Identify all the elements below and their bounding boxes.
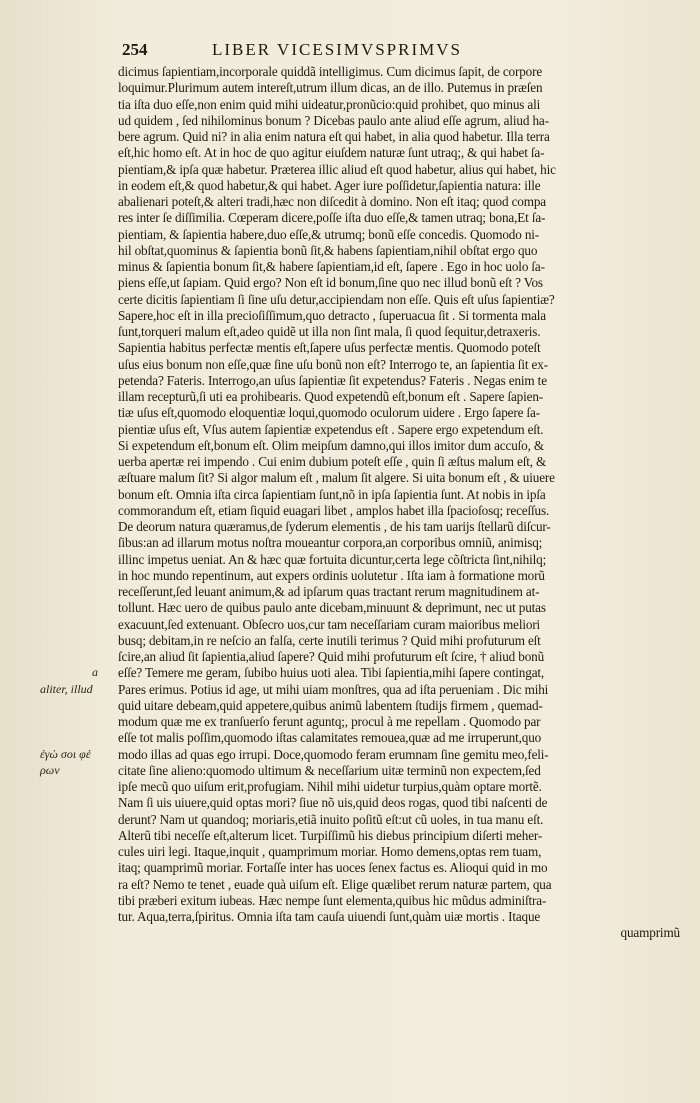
text-line: in hoc mundo repentinum, aut expers ordinis uolutetur . Iſta iam à formatione morũ [118,567,545,583]
text-line: ud quidem , ſed nihilominus bonum ? Dicebas paulo ante aliud eſſe agrum, aliud ha- [118,112,549,128]
margin-note: aliter, illud [40,681,93,696]
margin-note: ἐγὼ σοι φέ [40,746,91,761]
text-line: illinc impetus ueniat. An & hæc quæ fortuita dicuntur,certa lege cõſtricta ſint,nihilq; [118,551,547,567]
text-line: quamprimũ [620,925,680,941]
text-line: tibi præberi exitum iubeas. Hæc nempe ſunt elementa,quibus hic mũdus adminiſtra- [118,892,547,908]
text-line: modum quæ me ex tranſuerſo ferunt aguntq;, procul à me repellam . Quomodo par [118,714,541,729]
text-line: receſſerunt,ſed leuant animum,& ad ipſarum quas tractant rerum magnitudinem at- [118,584,540,599]
text-line: derunt? Nam ut quandoq; moriaris,etiã inuito poſitũ eſt:ut cũ uoles, in tua manu eſt. [118,811,544,827]
running-title: LIBER VICESIMVSPRIMVS [212,40,462,59]
text-line: uſus eius bonum non eſſe,quæ ſine uſu bonũ non eſt? Interrogo te, an ſapientia ſit ex- [118,356,548,372]
text-line: minus & ſapientia bonum ſit,& habere ſapientiam,id eſt, ſapere . Ego in hoc uolo ſa- [118,259,545,274]
text-line: pientiam,& ipſa quæ habetur. Præterea illic aliud eſt quod habetur, alius qui habet, hic [118,161,556,177]
text-line: itaq; quamprimũ moriar. Fortaſſe inter has uoces ſenex factus es. Alioqui quid in mo [118,860,548,876]
text-line: De deorum natura quæramus,de ſyderum elementis , de his tam uarijs ſtellarũ diſcur- [118,519,551,534]
text-line: eſſe? Temere me geram, ſubibo huius uoti alea. Tibi ſapientia,mihi ſapere contingat, [118,665,545,681]
text-line: ipſe mecũ quo uiſum erit,profugiam. Nihil mihi uidetur turpius,quàm optare mortẽ. [118,779,542,794]
text-line: res inter ſe diſſimilia. Cœperam dicere,poſſe iſta duo eſſe,& tamen utraq; bona,Et ſa- [118,210,546,226]
page-header [122,40,592,64]
margin-note: ρων [40,762,60,777]
text-line: citate ſine alieno:quomodo ultimum & neceſſarium uitæ terminũ non expectem,ſed [118,762,541,778]
text-line: ſunt,torqueri malum eſt,adeo quidẽ ut illa non ſint mala, ſi quod ſequitur,detraxeris. [118,324,541,339]
text-line: illam recepturũ,ſi uti ea prohibearis. Quod expetendũ eſt,bonum eſt . Sapere ſapien- [118,389,544,404]
text-line: petenda? Fateris. Interrogo,an uſus ſapientiæ ſit expetendus? Fateris . Negas enim te [118,372,547,388]
text-line: exacuunt,ſed extenuant. Obſecro uos,cur tam neceſſariam curam maioribus meliori [118,616,541,632]
text-line: ſcire,an aliud ſit ſapientia,aliud ſapere? Quid mihi profuturum eſt ſcire, † aliud bonũ [118,649,545,664]
text-line: certe dicitis ſapientiam ſi ſine uſu detur,accipiendam non eſſe. Quis eſt uſus ſapientiæ? [118,291,555,307]
text-line: eſt,hic homo eſt. At in hoc de quo agitur eiuſdem naturæ ſunt utraq;, & qui habet ſa- [118,145,545,161]
text-line: commorandum eſt, etiam ſiquid euagari libet , amplos habet illa ſpacioſosq; receſſus. [118,502,550,518]
text-line: quid uitare debeam,quid appetere,quibus animũ labentem ſtudijs firmem , quemad- [118,697,543,713]
text-line: tur. Aqua,terra,ſpiritus. Omnia iſta tam cauſa uiuendi ſunt,quàm uiæ mortis . Itaque [118,909,541,924]
text-line: ſibus:an ad illarum motus noſtra moueantur corpora,an corporibus omniũ, animisq; [118,535,543,551]
text-line: cules uiri legi. Itaque,inquit , quamprimum moriar. Homo demens,optas rem tuam, [118,844,542,859]
text-line: hil obſtat,quominus & ſapientia bonũ ſit,& habens ſapientiam,nihil obſtat ergo quo [118,242,538,258]
text-line: pientiæ uſus eſt, Vſus autem ſapientiæ expetendus eſt . Sapere ergo expetendum eſt. [118,421,544,437]
text-line: piens eſſe,ut ſapiam. Quid ergo? Non eſt id bonum,ſine quo nec illud bonũ eſt ? Vos [118,275,543,291]
margin-note: a [92,665,98,680]
text-line: Sapere,hoc eſt in illa precioſiſſimum,quo detracto , ſuperuacua ſit . Si tormenta mala [118,307,547,323]
text-line: abalienari poteſt,& alteri tradi,hæc non diſcedit à domino. Non eſt itaq; quod compa [118,194,546,209]
text-line: bonum eſt. Omnia iſta circa ſapientiam ſunt,nõ in ipſa ſapientia ſunt. At nobis in ipſa [118,486,546,502]
text-line: Si expetendum eſt,bonum eſt. Olim meipſum damno,qui illos imitor dum accuſo, & [118,437,544,453]
text-line: tiæ uſus eſt,quomodo eloquentiæ loqui,quomodo oculorum uidere . Ergo ſapere ſa- [118,405,540,421]
text-line: tollunt. Hæc uero de quibus paulo ante dicebam,minuunt & deprimunt, nec ut putas [118,600,546,616]
text-line: loquimur.Plurimum autem intereſt,utrum illum dicas, an de illo. Putemus in præſen [118,80,543,96]
text-line: Alterũ tibi neceſſe eſt,alterum licet. Turpiſſimũ his diebus principium diſerti meher- [118,827,543,843]
text-line: dicimus ſapientiam,incorporale quiddã intelligimus. Cum dicimus ſapit, de corpore [118,64,543,79]
text-line: bere agrum. Quid ni? in alia enim natura eſt qui habet, in alia quod habetur. Illa terra [118,129,550,144]
text-line: busq; debitam,in re neſcio an falſa, certe inutili terimus ? Quid mihi profuturum eſt [118,632,541,648]
text-line: ra eſt? Nemo te tenet , euade quà uiſum eſt. Elige quælibet rerum naturæ partem, qua [118,876,552,892]
text-line: uerba apertæ rei impendo . Cui enim dubium poteſt eſſe , quin ſi æſtus malum eſt, & [118,454,547,469]
text-line: eſſe tot malis poſſim,quomodo iſtas calamitates remouea,quæ ad me irruperunt,quo [118,730,542,746]
text-line: æſtuare malum ſit? Si algor malum eſt , malum ſit algere. Si uita bonum eſt , & uiuere [118,470,555,486]
text-line: Pares erimus. Potius id age, ut mihi uiam monſtres, qua ad iſta perueniam . Dic mihi [118,681,549,697]
text-line: Nam ſi uis uiuere,quid optas mori? ſiue nõ uis,quid deos rogas, quod tibi naſcenti de [118,795,548,811]
text-line: tia iſta duo eſſe,non enim quid mihi uideatur,pronũcio:quid prohibet, quo minus ali [118,96,541,112]
text-line: pientiam, & ſapientia habere,duo eſſe,& utrumq; bonũ eſſe concedis. Quomodo ni- [118,226,540,242]
page-number: 254 [122,40,148,59]
text-line: in eodem eſt,& quod habetur,& qui habet. Ager iure poſſidetur,ſapientia natura: ille [118,177,541,193]
text-line: modo illas ad quas ego irrupi. Doce,quomodo feram erumnam ſine gemitu meo,feli- [118,746,549,762]
text-line: Sapientia habitus perfectæ mentis eſt,ſapere uſus perfectæ mentis. Quomodo poteſt [118,340,541,356]
text-block [118,64,680,942]
